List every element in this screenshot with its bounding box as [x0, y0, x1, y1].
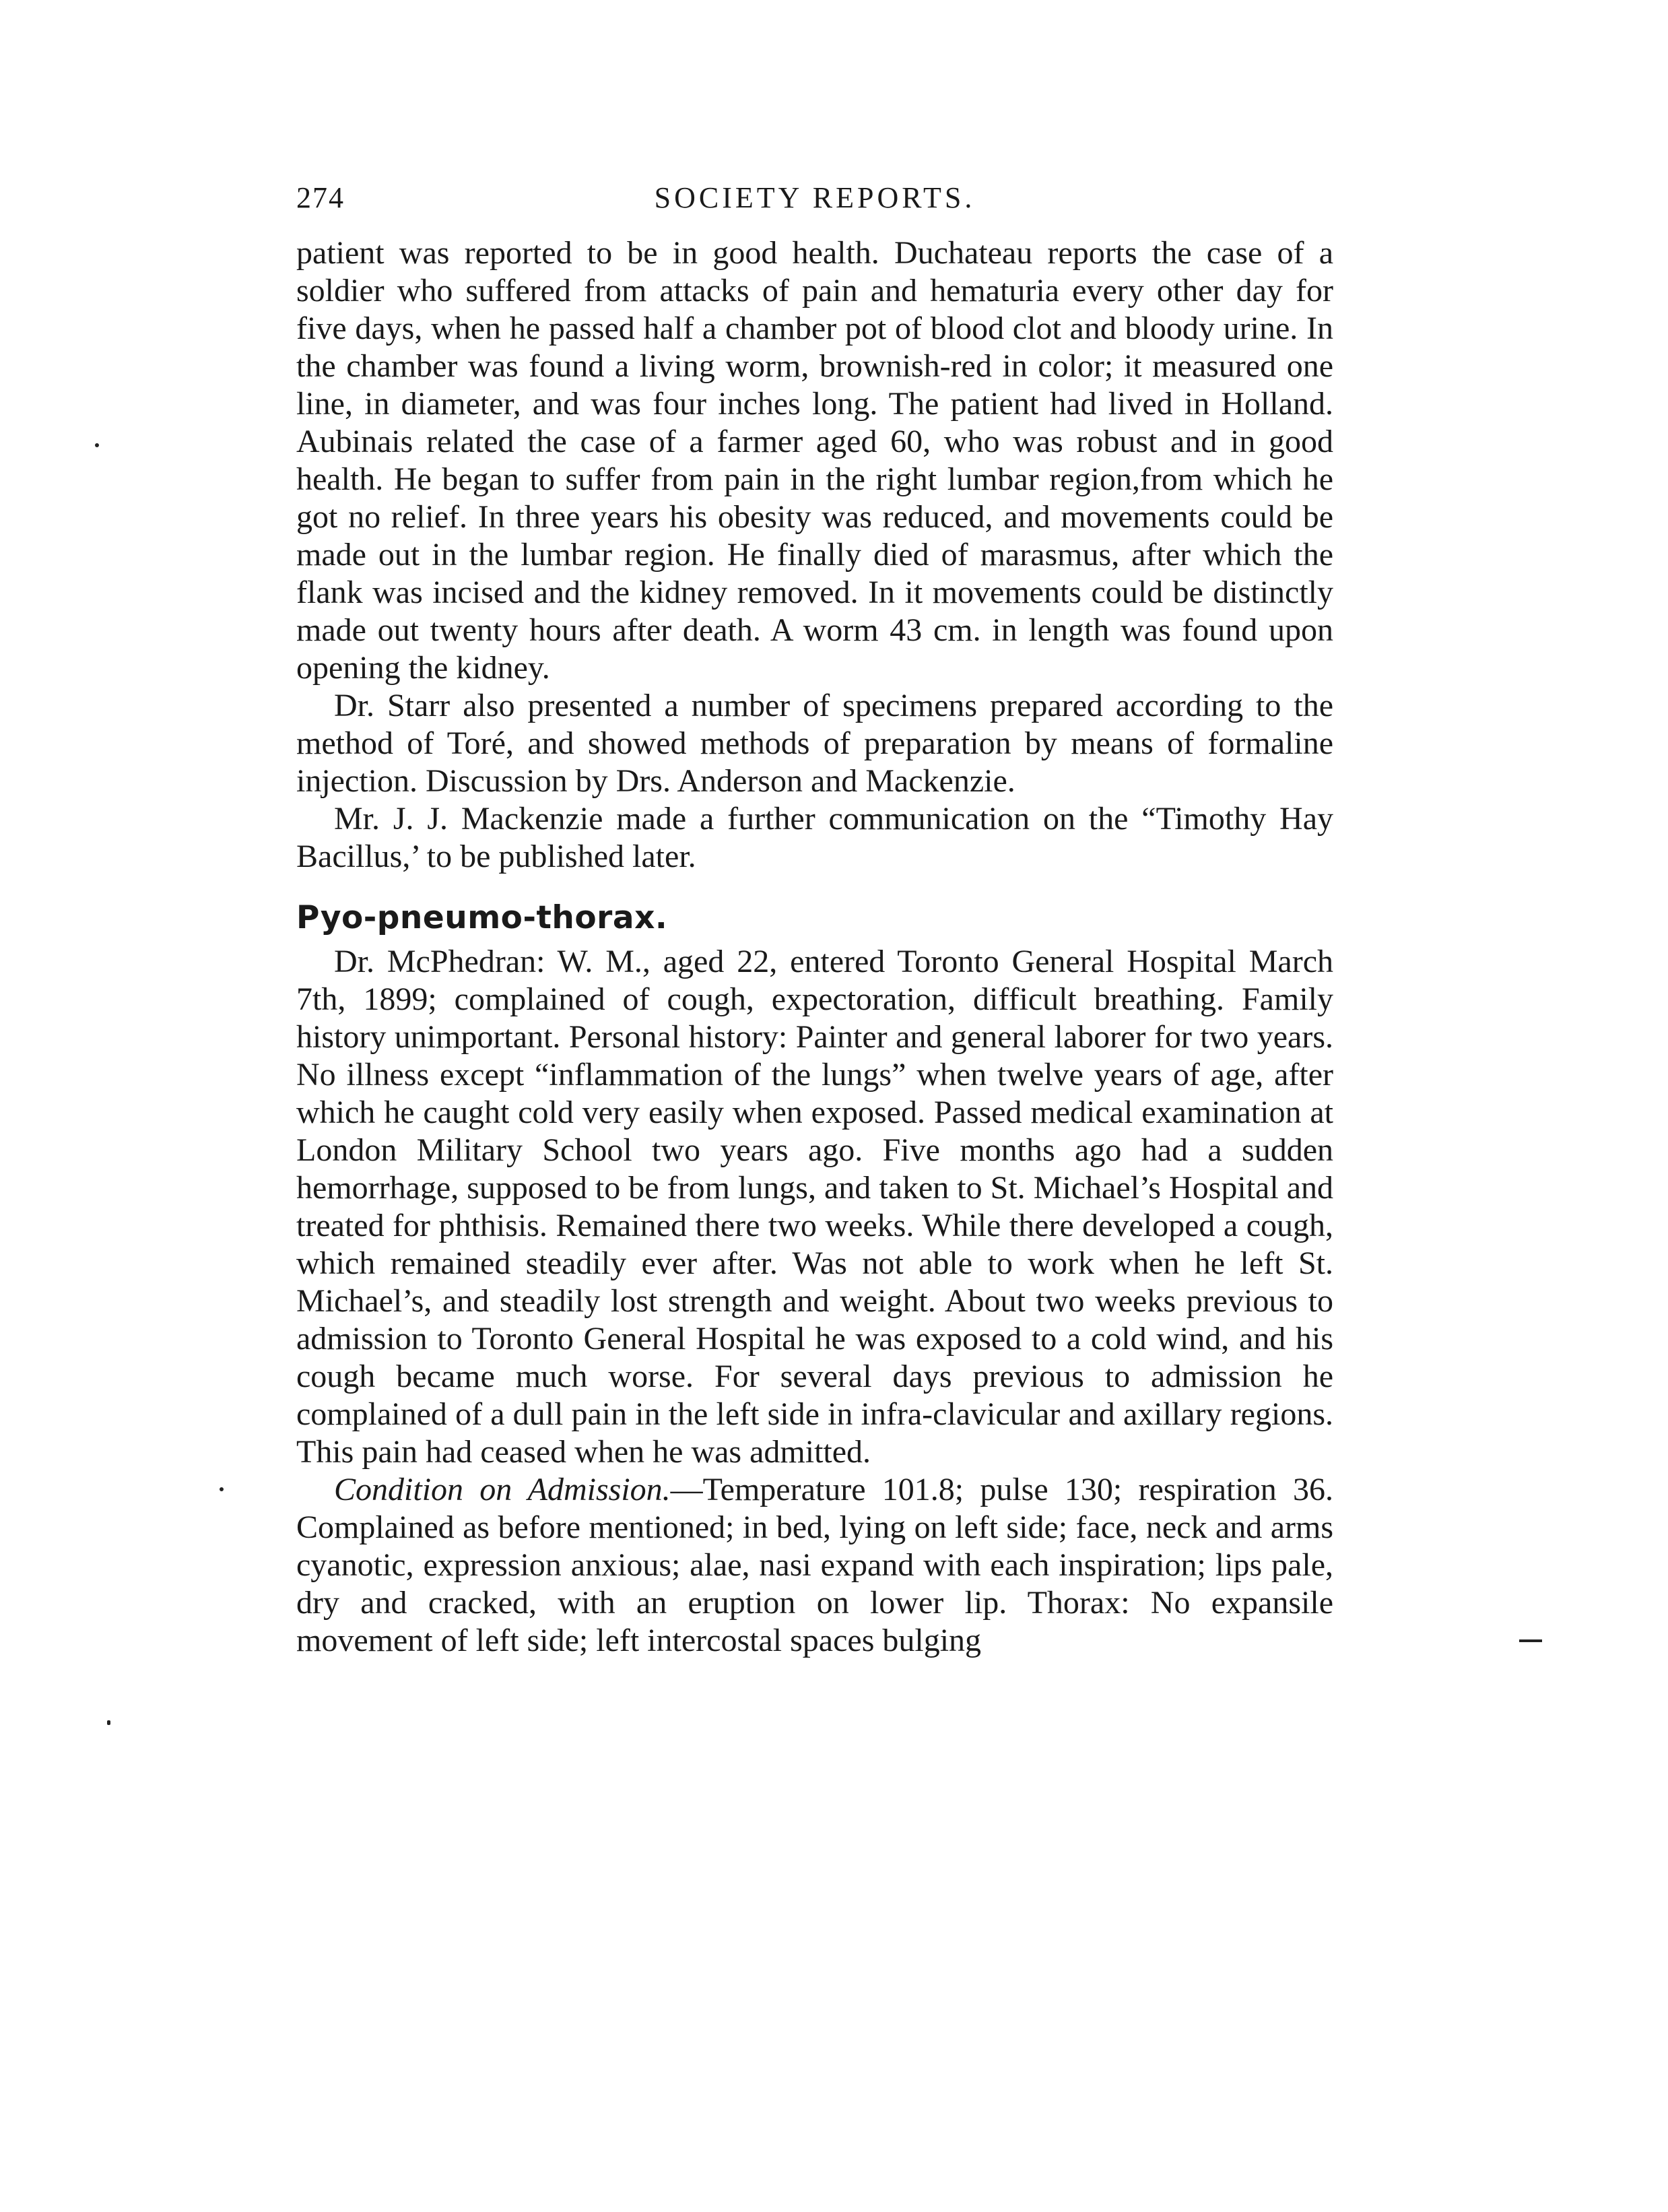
paragraph-condition-on-admission	[296, 1471, 1333, 1660]
paragraph-continued: patient was reported to be in good health. Duchateau reports the case of a soldier who suffered from attacks of pain and hematuria every other day for five days, when he passed half a chamber pot of blood clot and bloody urine. In the chamber was found a living worm, brownish-red in color; it measured one line, in diameter, and was four inches long. The patient had lived in Holland. Aubinais related the case of a farmer aged 60, who was robust and in good health. He began to suffer from pain in the right lumbar region,from which he got no relief. In three years his obesity was reduced, and movements could be made out in the lumbar region. He finally died of marasmus, after which the flank was incised and the kidney removed. In it movements could be distinctly made out twenty hours after death. A worm 43 cm. in length was found upon opening the kidney.	[296, 235, 1333, 686]
running-head	[296, 181, 1333, 221]
paragraph-mackenzie: Mr. J. J. Mackenzie made a further communication on the “Timothy Hay Bacillus,’ to be published later.	[296, 801, 1333, 874]
paragraph-case-history: Dr. McPhedran: W. M., aged 22, entered Toronto General Hospital March 7th, 1899; complained of cough, expectoration, difficult breathing. Family history unimportant. Personal history: Painter and general laborer for two years. No illness except “inflammation of the lungs” when twelve years of age, after which he caught cold very easily when exposed. Passed medical examination at London Military School two years ago. Five months ago had a sudden hemorrhage, supposed to be from lungs, and taken to St. Michael’s Hospital and treated for phthisis. Remained there two weeks. While there developed a cough, which remained steadily ever after. Was not able to work when he left St. Michael’s, and steadily lost strength and weight. About two weeks previous to admission to Toronto General Hospital he was exposed to a cold wind, and his cough became much worse. For several days previous to admission he complained of a dull pain in the left side in infra-clavicular and axillary regions. This pain had ceased when he was admitted.	[296, 944, 1333, 1470]
page-number: 274	[296, 181, 345, 214]
paragraph-starr-specimens: Dr. Starr also presented a number of specimens prepared according to the method of Toré, and showed methods of preparation by means of formaline injection. Discussion by Drs. Anderson and Mackenzie.	[296, 688, 1333, 799]
margin-speck	[220, 1487, 224, 1491]
condition-subhead: Condition on Admission.	[334, 1472, 671, 1507]
condition-text: —Temperature 101.8; pulse 130; respiration 36. Complained as before mentioned; in bed, lying on left side; face, neck and arms cyanotic, expression anxious; alae, nasi expand with each inspiration; lips pale, dry and cracked, with an eruption on lower lip. Thorax: No expansile movement of left side; left intercostal spaces bulging	[296, 1472, 1333, 1658]
section-heading: Pyo-pneumo-thorax.	[296, 899, 668, 936]
margin-speck	[95, 443, 99, 447]
section-spacer	[296, 876, 1333, 897]
body-text	[296, 234, 1333, 1660]
margin-speck	[107, 1720, 110, 1725]
running-title: SOCIETY REPORTS.	[654, 181, 976, 214]
margin-dash	[1519, 1639, 1542, 1642]
